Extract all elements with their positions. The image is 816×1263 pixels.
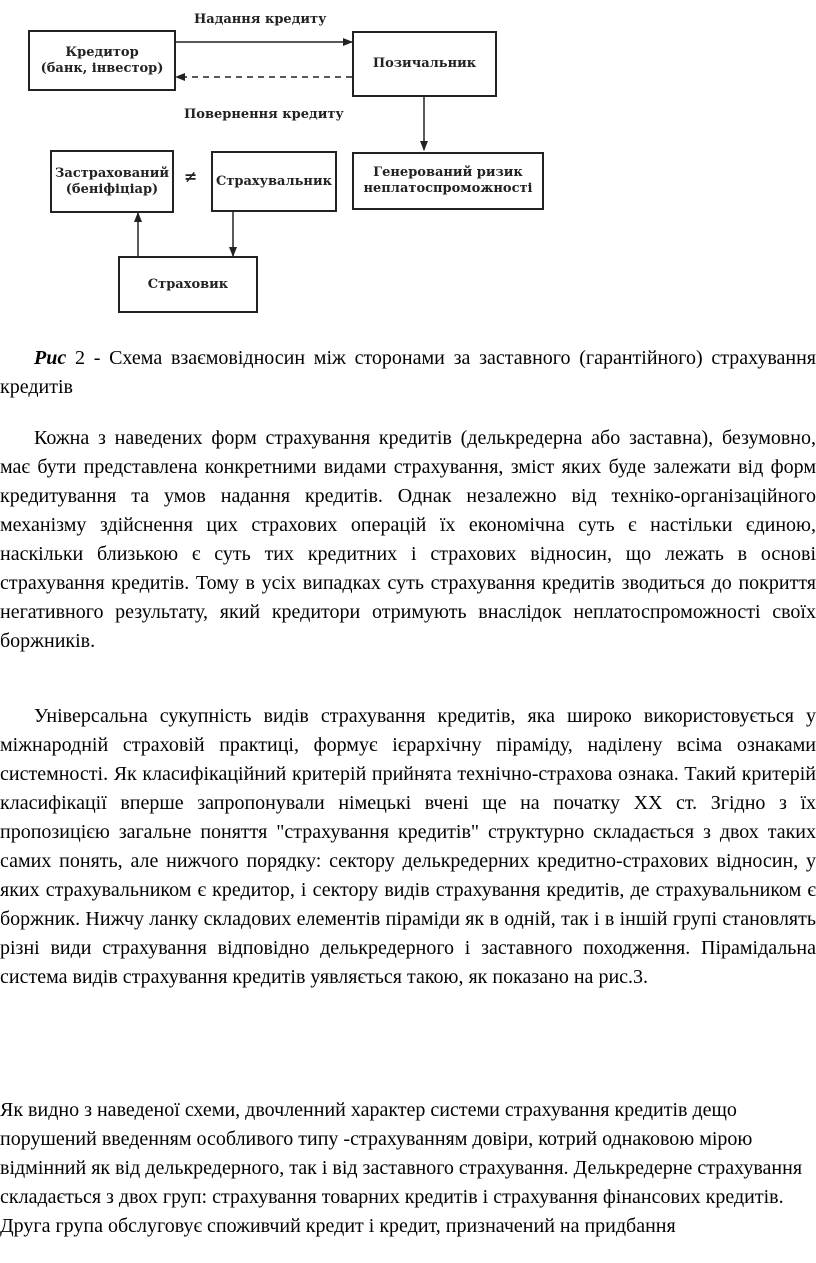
paragraph-1	[0, 424, 816, 656]
policyholder-box: Страхувальник	[211, 151, 337, 212]
insurer-box: Страховик	[118, 256, 258, 313]
insured-box: Застрахований (беніфіціар)	[50, 150, 174, 213]
paragraph-3	[0, 1096, 816, 1241]
borrower-box: Позичальник	[352, 31, 497, 97]
paragraph-text: Як видно з наведеної схеми, двочленний характер системи страхування кредитів дещо порушений введенням особливого типу -страхуванням довіри, котрий однаковою мірою відмінний як від делькредерного, так і від заставного страхування. Делькредерне страхування складається з двох груп: страхування товарних кредитів і страхування фінансових кредитів. Друга група обслуговує споживчий кредит і кредит, призначений на придбання	[0, 1099, 803, 1237]
paragraph-text: Кожна з наведених форм страхування кредитів (делькредерна або заставна), безумовно, має бути представлена конкретними видами страхування, зміст яких буде залежати від форм кредитування та умов надання кредитів. Однак незалежно від техніко-організаційного механізму здійснення цих страхових операцій їх економічна суть є настільки єдиною, наскільки близькою є суть тих кредитних і страхових відносин, що лежать в основі страхування кредитів. Тому в усіх випадках суть страхування кредитів зводиться до покриття негативного результату, який кредитори отримують внаслідок неплатоспроможності своїх боржників.	[0, 427, 816, 652]
credit-provision-label: Надання кредиту	[194, 12, 327, 27]
paragraph-text: Універсальна сукупність видів страхування кредитів, яка широко використовується у міжнародній страховій практиці, формує ієрархічну піраміду, наділену всіма ознаками системності. Як класифікаційний критерій прийнята технічно-страхова ознака. Такий критерій класифікації вперше запропонували німецькі вчені ще на початку XX ст. Згідно з їх пропозицією загальне поняття "страхування кредитів" структурно складається з двох таких самих понять, але нижчого порядку: сектору делькредерних кредитно-страхових відносин, у яких страхувальником є кредитор, і сектору видів страхування кредитів, де страхувальником є боржник. Нижчу ланку складових елементів піраміди як в одній, так і в іншій групі становлять різні види страхування відповідно делькредерного і заставного походження. Пірамідальна система видів страхування кредитів уявляється такою, як показано на рис.3.	[0, 705, 816, 988]
risk-box: Генерований ризик неплатоспроможності	[352, 152, 544, 210]
credit-return-label: Повернення кредиту	[184, 107, 344, 122]
caption-text: 2 - Схема взаємовідносин між сторонами за заставного (гарантійного) страхування кредитів	[0, 347, 816, 398]
creditor-box: Кредитор (банк, інвестор)	[28, 30, 176, 91]
paragraph-2	[0, 702, 816, 992]
insurance-relations-diagram	[0, 0, 816, 330]
figure-caption	[0, 344, 816, 402]
not-equal-symbol: ≠	[184, 167, 198, 186]
figure-number: Рис	[34, 347, 67, 369]
